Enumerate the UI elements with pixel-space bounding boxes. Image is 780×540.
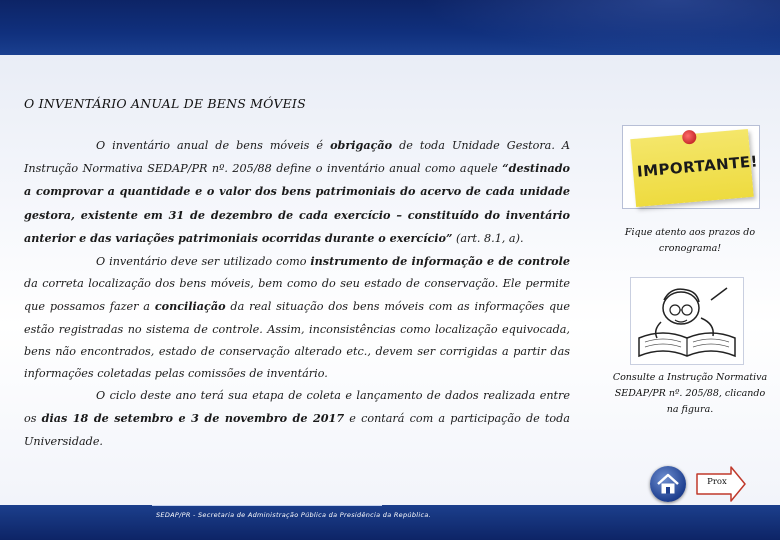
next-label: Prox xyxy=(707,477,727,487)
deadline-caption: Fique atento aos prazos do cronograma! xyxy=(624,227,756,254)
header-band xyxy=(0,0,780,55)
important-note-image xyxy=(622,125,760,209)
instruction-caption: Consulte a Instrução Normativa SEDAP/PR nº. 205/88, clicando na figura. xyxy=(612,372,768,415)
next-button[interactable] xyxy=(695,466,747,502)
home-icon xyxy=(650,466,686,502)
paragraph-1: O inventário anual de bens móveis é obrigação de toda Unidade Gestora. A Instrução Normativa SEDAP/PR nº. 205/88 define o inventário anual como aquele “destinado a comprovar a quantidade e o valor dos bens patrimoniais do acervo de cada unidade gestora, existente em 31 de dezembro de cada exercício – constituído do inventário anterior e das variações patrimoniais ocorridas durante o exercício” (art. 8.1, a). xyxy=(24,138,570,245)
reading-person-icon[interactable] xyxy=(630,277,744,365)
home-button[interactable] xyxy=(650,466,686,502)
footer-text: SEDAP/PR - Secretaria de Administração Pública da Presidência da República. xyxy=(156,511,431,519)
paragraph-2: O inventário deve ser utilizado como instrumento de informação e de controle da correta localização dos bens móveis, bem como do seu estado de conservação. Ele permite que possamos fazer a conciliação da real situação dos bens móveis com as informações que estão registradas no sistema de controle. Assim, inconsistências como localização equivocada, bens não encontrados, estado de conservação alterado etc., devem ser corrigidas a partir das informações coletadas pelas comissões de inventário. xyxy=(24,254,570,381)
page-title: O INVENTÁRIO ANUAL DE BENS MÓVEIS xyxy=(24,96,306,111)
header-glow xyxy=(420,0,780,55)
footer-divider xyxy=(152,505,382,506)
body-text xyxy=(24,134,570,453)
reading-illustration xyxy=(631,278,743,364)
sticky-note xyxy=(630,129,759,207)
sticky-note-text: IMPORTANTE! xyxy=(636,152,759,181)
pushpin-icon xyxy=(682,130,697,145)
paragraph-3: O ciclo deste ano terá sua etapa de coleta e lançamento de dados realizada entre os dias 18 de setembro e 3 de novembro de 2017 e contará com a participação de toda Universidade. xyxy=(24,389,570,448)
